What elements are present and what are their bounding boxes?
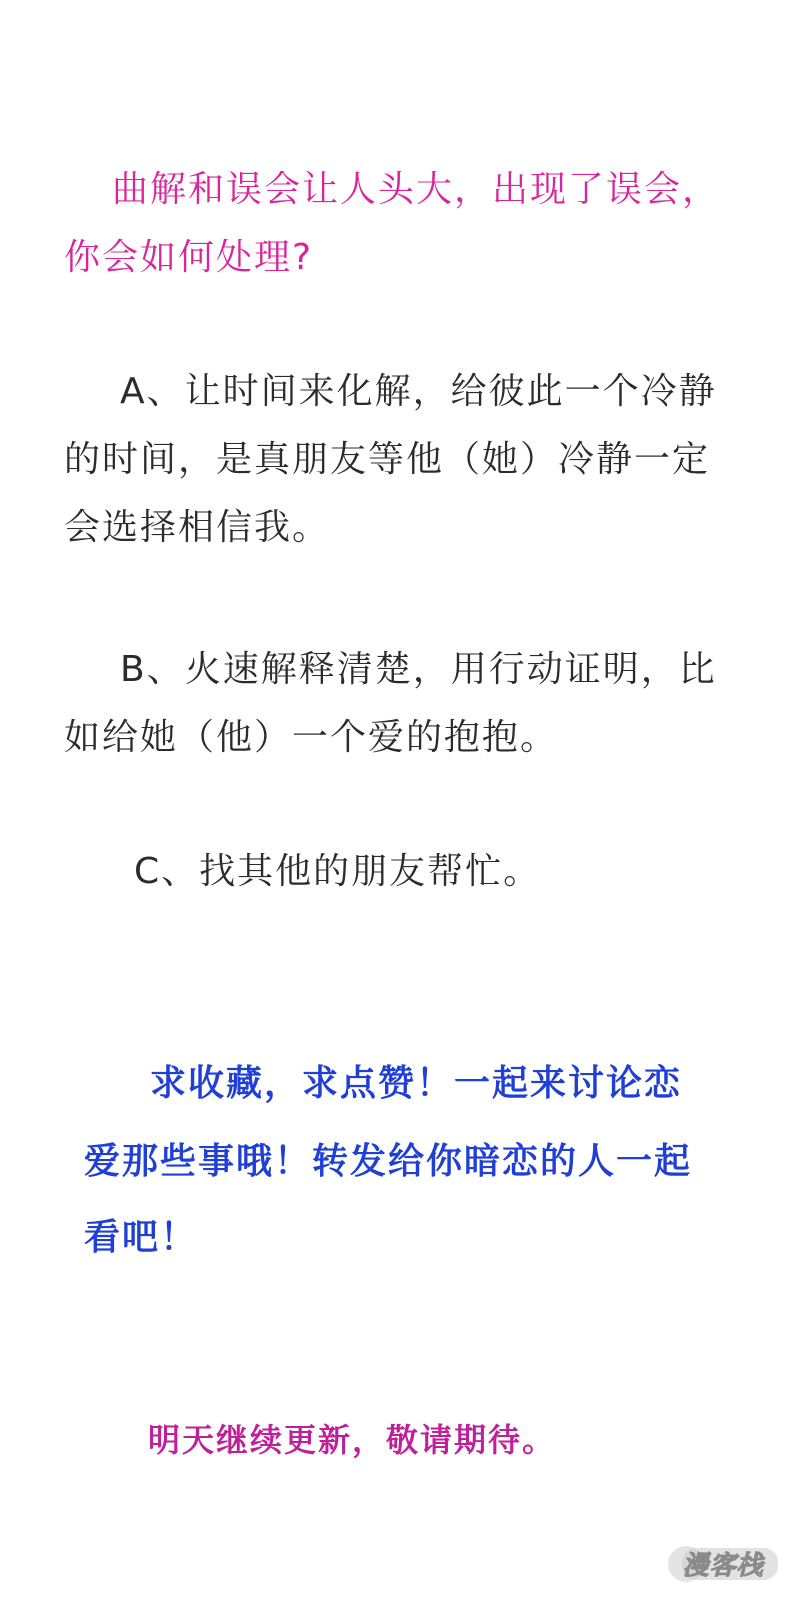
footer-text: 明天继续更新，敬请期待。 (148, 1421, 557, 1459)
option-a-line-3: 会选择相信我。 (64, 507, 331, 548)
option-a-line-1: A、让时间来化解，给彼此一个冷静 (120, 371, 717, 412)
appeal-line-3: 看吧！ (84, 1217, 199, 1258)
option-b-line-2: 如给她（他）一个爱的抱抱。 (64, 717, 559, 758)
watermark-text: 漫客栈 (682, 1550, 764, 1581)
question-line-1: 曲解和误会让人头大，出现了误会， (112, 169, 721, 210)
option-a-line-2: 的时间，是真朋友等他（她）冷静一定 (64, 439, 711, 480)
appeal-line-1: 求收藏，求点赞！一起来讨论恋 (150, 1063, 683, 1104)
option-b-line-1: B、火速解释清楚，用行动证明，比 (120, 649, 717, 690)
watermark-logo (664, 1540, 782, 1586)
appeal-line-2: 爱那些事哦！转发给你暗恋的人一起 (84, 1141, 693, 1182)
question-line-2: 你会如何处理? (64, 237, 314, 278)
option-c-line-1: C、找其他的朋友帮忙。 (134, 851, 542, 892)
